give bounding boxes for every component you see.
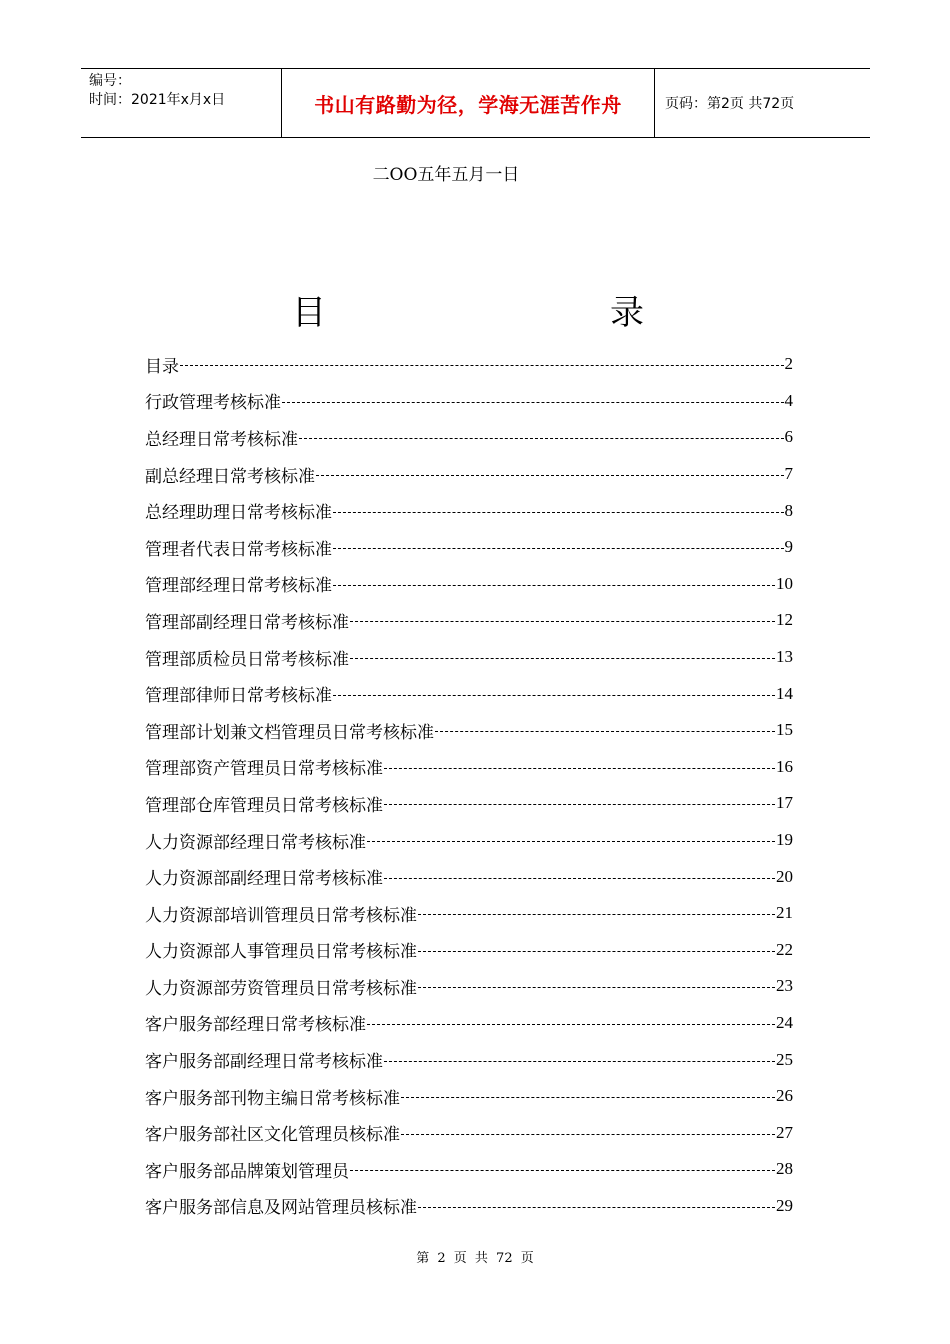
toc-entry-page: 16 xyxy=(776,756,793,776)
toc-entry[interactable] xyxy=(145,895,793,932)
toc-entry[interactable] xyxy=(145,529,793,566)
toc-entry[interactable] xyxy=(145,1151,793,1188)
toc-entry-page: 6 xyxy=(784,427,793,447)
toc-leader-line xyxy=(401,1133,775,1135)
toc-leader-line xyxy=(299,437,784,439)
time-label: 时间：2021年x月x日 xyxy=(89,92,226,108)
toc-entry[interactable] xyxy=(145,749,793,786)
header-page-info: 页码：第2页 共72页 xyxy=(665,96,795,112)
toc-leader-line xyxy=(350,620,775,622)
toc-entry[interactable] xyxy=(145,419,793,456)
toc-entry-page: 20 xyxy=(776,866,793,886)
toc-entry-label: 人力资源部培训管理员日常考核标准 xyxy=(145,905,417,926)
toc-entry-label: 客户服务部经理日常考核标准 xyxy=(145,1015,366,1036)
toc-entry-label: 管理部律师日常考核标准 xyxy=(145,686,332,707)
toc-leader-line xyxy=(384,1060,775,1062)
toc-entry[interactable] xyxy=(145,858,793,895)
toc-entry-page: 21 xyxy=(776,903,793,923)
toc-entry[interactable] xyxy=(145,602,793,639)
header-motto: 书山有路勤为径，学海无涯苦作舟 xyxy=(282,69,655,137)
toc-entry-label: 总经理日常考核标准 xyxy=(145,429,298,450)
table-of-contents xyxy=(145,346,793,1224)
toc-entry[interactable] xyxy=(145,1078,793,1115)
toc-entry[interactable] xyxy=(145,675,793,712)
toc-entry-page: 28 xyxy=(776,1159,793,1179)
toc-title xyxy=(292,285,644,334)
toc-leader-line xyxy=(401,1096,775,1098)
toc-entry[interactable] xyxy=(145,785,793,822)
toc-entry[interactable] xyxy=(145,712,793,749)
toc-entry[interactable] xyxy=(145,822,793,859)
toc-entry-page: 4 xyxy=(784,390,793,410)
toc-entry[interactable] xyxy=(145,932,793,969)
toc-entry[interactable] xyxy=(145,639,793,676)
toc-entry-label: 管理部质检员日常考核标准 xyxy=(145,649,349,670)
toc-entry[interactable] xyxy=(145,346,793,383)
toc-leader-line xyxy=(282,401,784,403)
toc-entry-label: 目录 xyxy=(145,356,179,377)
toc-entry-page: 2 xyxy=(784,354,793,374)
toc-entry-page: 14 xyxy=(776,683,793,703)
toc-entry-label: 管理部计划兼文档管理员日常考核标准 xyxy=(145,722,434,743)
page-footer: 第 2 页 共 72 页 xyxy=(416,1251,534,1266)
toc-leader-line xyxy=(333,584,775,586)
toc-title-left: 目 xyxy=(292,293,326,333)
toc-title-right: 录 xyxy=(610,293,644,333)
toc-leader-line xyxy=(384,877,775,879)
toc-leader-line xyxy=(418,986,775,988)
toc-entry-page: 10 xyxy=(776,573,793,593)
toc-entry-page: 22 xyxy=(776,939,793,959)
toc-entry[interactable] xyxy=(145,968,793,1005)
toc-entry-page: 24 xyxy=(776,1012,793,1032)
toc-entry-label: 客户服务部刊物主编日常考核标准 xyxy=(145,1088,400,1109)
toc-entry-page: 29 xyxy=(776,1195,793,1215)
toc-entry[interactable] xyxy=(145,1005,793,1042)
toc-entry-page: 23 xyxy=(776,976,793,996)
toc-leader-line xyxy=(367,1023,775,1025)
header-meta xyxy=(81,69,282,137)
toc-entry-label: 客户服务部品牌策划管理员 xyxy=(145,1161,349,1182)
toc-entry-label: 客户服务部信息及网站管理员核标准 xyxy=(145,1198,417,1219)
toc-entry-page: 7 xyxy=(784,464,793,484)
toc-leader-line xyxy=(367,840,775,842)
toc-entry-label: 管理者代表日常考核标准 xyxy=(145,539,332,560)
document-date: 二OO五年五月一日 xyxy=(372,165,520,185)
toc-entry-page: 12 xyxy=(776,610,793,630)
toc-entry-page: 27 xyxy=(776,1122,793,1142)
toc-entry-label: 人力资源部经理日常考核标准 xyxy=(145,832,366,853)
toc-entry-label: 人力资源部劳资管理员日常考核标准 xyxy=(145,978,417,999)
toc-entry-label: 管理部副经理日常考核标准 xyxy=(145,612,349,633)
toc-entry-label: 客户服务部副经理日常考核标准 xyxy=(145,1052,383,1073)
number-label: 编号： xyxy=(89,73,131,89)
toc-entry-page: 8 xyxy=(784,500,793,520)
toc-leader-line xyxy=(418,913,775,915)
toc-entry-label: 客户服务部社区文化管理员核标准 xyxy=(145,1125,400,1146)
toc-entry-label: 管理部仓库管理员日常考核标准 xyxy=(145,795,383,816)
toc-entry-label: 人力资源部副经理日常考核标准 xyxy=(145,869,383,890)
toc-entry-page: 26 xyxy=(776,1086,793,1106)
toc-leader-line xyxy=(418,1206,775,1208)
toc-entry-page: 9 xyxy=(784,537,793,557)
toc-entry-page: 25 xyxy=(776,1049,793,1069)
toc-entry-page: 13 xyxy=(776,647,793,667)
toc-entry-label: 副总经理日常考核标准 xyxy=(145,466,315,487)
toc-leader-line xyxy=(435,730,775,732)
toc-leader-line xyxy=(316,474,784,476)
toc-leader-line xyxy=(333,547,784,549)
toc-leader-line xyxy=(333,511,784,513)
toc-leader-line xyxy=(180,364,784,366)
toc-entry-page: 19 xyxy=(776,830,793,850)
toc-leader-line xyxy=(418,950,775,952)
toc-leader-line xyxy=(384,803,775,805)
toc-entry-label: 总经理助理日常考核标准 xyxy=(145,503,332,524)
toc-entry[interactable] xyxy=(145,1114,793,1151)
toc-leader-line xyxy=(333,694,775,696)
toc-entry[interactable] xyxy=(145,1041,793,1078)
toc-entry[interactable] xyxy=(145,383,793,420)
toc-entry[interactable] xyxy=(145,492,793,529)
toc-leader-line xyxy=(384,767,775,769)
toc-entry-page: 17 xyxy=(776,793,793,813)
toc-entry-label: 人力资源部人事管理员日常考核标准 xyxy=(145,942,417,963)
toc-entry-label: 管理部经理日常考核标准 xyxy=(145,576,332,597)
toc-entry-page: 15 xyxy=(776,720,793,740)
toc-entry-label: 行政管理考核标准 xyxy=(145,393,281,414)
toc-leader-line xyxy=(350,657,775,659)
toc-entry[interactable] xyxy=(145,1188,793,1225)
toc-entry[interactable] xyxy=(145,566,793,603)
toc-leader-line xyxy=(350,1169,775,1171)
toc-entry-label: 管理部资产管理员日常考核标准 xyxy=(145,759,383,780)
toc-entry[interactable] xyxy=(145,456,793,493)
page-header xyxy=(81,68,870,138)
